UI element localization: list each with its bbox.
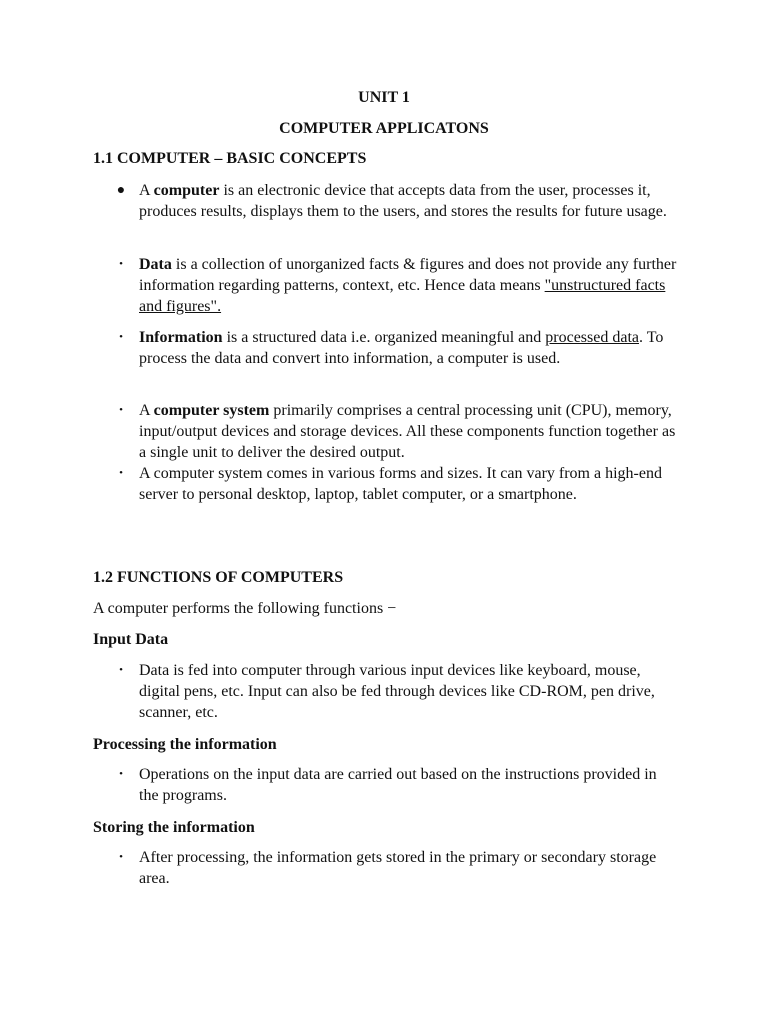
text: is a collection of unorganized facts & figures and does not provide any further information regarding patterns, context, etc. Hence data means: [139, 256, 677, 294]
term-computer: computer: [153, 182, 220, 199]
list-item-processing: Operations on the input data are carried out based on the instructions provided in the programs.: [139, 766, 657, 804]
term-information: Information: [139, 329, 223, 346]
term-computer-system: computer system: [153, 402, 270, 419]
document-title: COMPUTER APPLICATONS: [279, 120, 489, 137]
bullet-icon: •: [119, 467, 123, 479]
bullet-icon: •: [119, 768, 123, 780]
bullet-icon: •: [119, 258, 123, 270]
bullet-icon: •: [119, 664, 123, 676]
text: is an electronic device that accepts data from the user, processes it, produces results, displays them to the users, and stores the results for future usage.: [139, 182, 667, 220]
list-item-computer-system: [139, 400, 679, 463]
bullet-icon: ●: [116, 183, 126, 198]
subheading-processing: Processing the information: [93, 736, 277, 753]
text: primarily comprises a central processing unit (CPU), memory, input/output devices and storage devices. All these components function together as a single unit to deliver the desired output.: [139, 402, 676, 461]
list-item-data: [139, 254, 679, 317]
unit-title: UNIT 1: [358, 89, 410, 106]
bullet-icon: •: [119, 331, 123, 343]
text: A: [139, 402, 154, 419]
underlined-phrase: "unstructured facts and figures".: [139, 277, 666, 315]
section-1-heading: 1.1 COMPUTER – BASIC CONCEPTS: [93, 150, 367, 167]
term-data: Data: [139, 256, 172, 273]
list-item-computer: [139, 180, 679, 222]
list-item-input-data: Data is fed into computer through various input devices like keyboard, mouse, digital pens, etc. Input can also be fed through devices like CD-ROM, pen drive, scanner, etc.: [139, 662, 655, 721]
list-item-forms-sizes: A computer system comes in various forms and sizes. It can vary from a high-end server to personal desktop, laptop, tablet computer, or a smartphone.: [139, 465, 662, 503]
bullet-icon: •: [119, 851, 123, 863]
bullet-icon: •: [119, 404, 123, 416]
subheading-storing: Storing the information: [93, 819, 255, 836]
text: is a structured data i.e. organized meaningful and: [222, 329, 546, 346]
list-item-information: [139, 327, 679, 369]
subheading-input-data: Input Data: [93, 631, 169, 648]
list-item-storing: After processing, the information gets stored in the primary or secondary storage area.: [139, 849, 657, 887]
section-2-intro: A computer performs the following functions −: [93, 600, 397, 617]
text: A: [139, 182, 154, 199]
section-2-heading: 1.2 FUNCTIONS OF COMPUTERS: [93, 569, 344, 586]
underlined-phrase: processed data: [545, 329, 639, 346]
text: . To process the data and convert into information, a computer is used.: [139, 329, 664, 367]
